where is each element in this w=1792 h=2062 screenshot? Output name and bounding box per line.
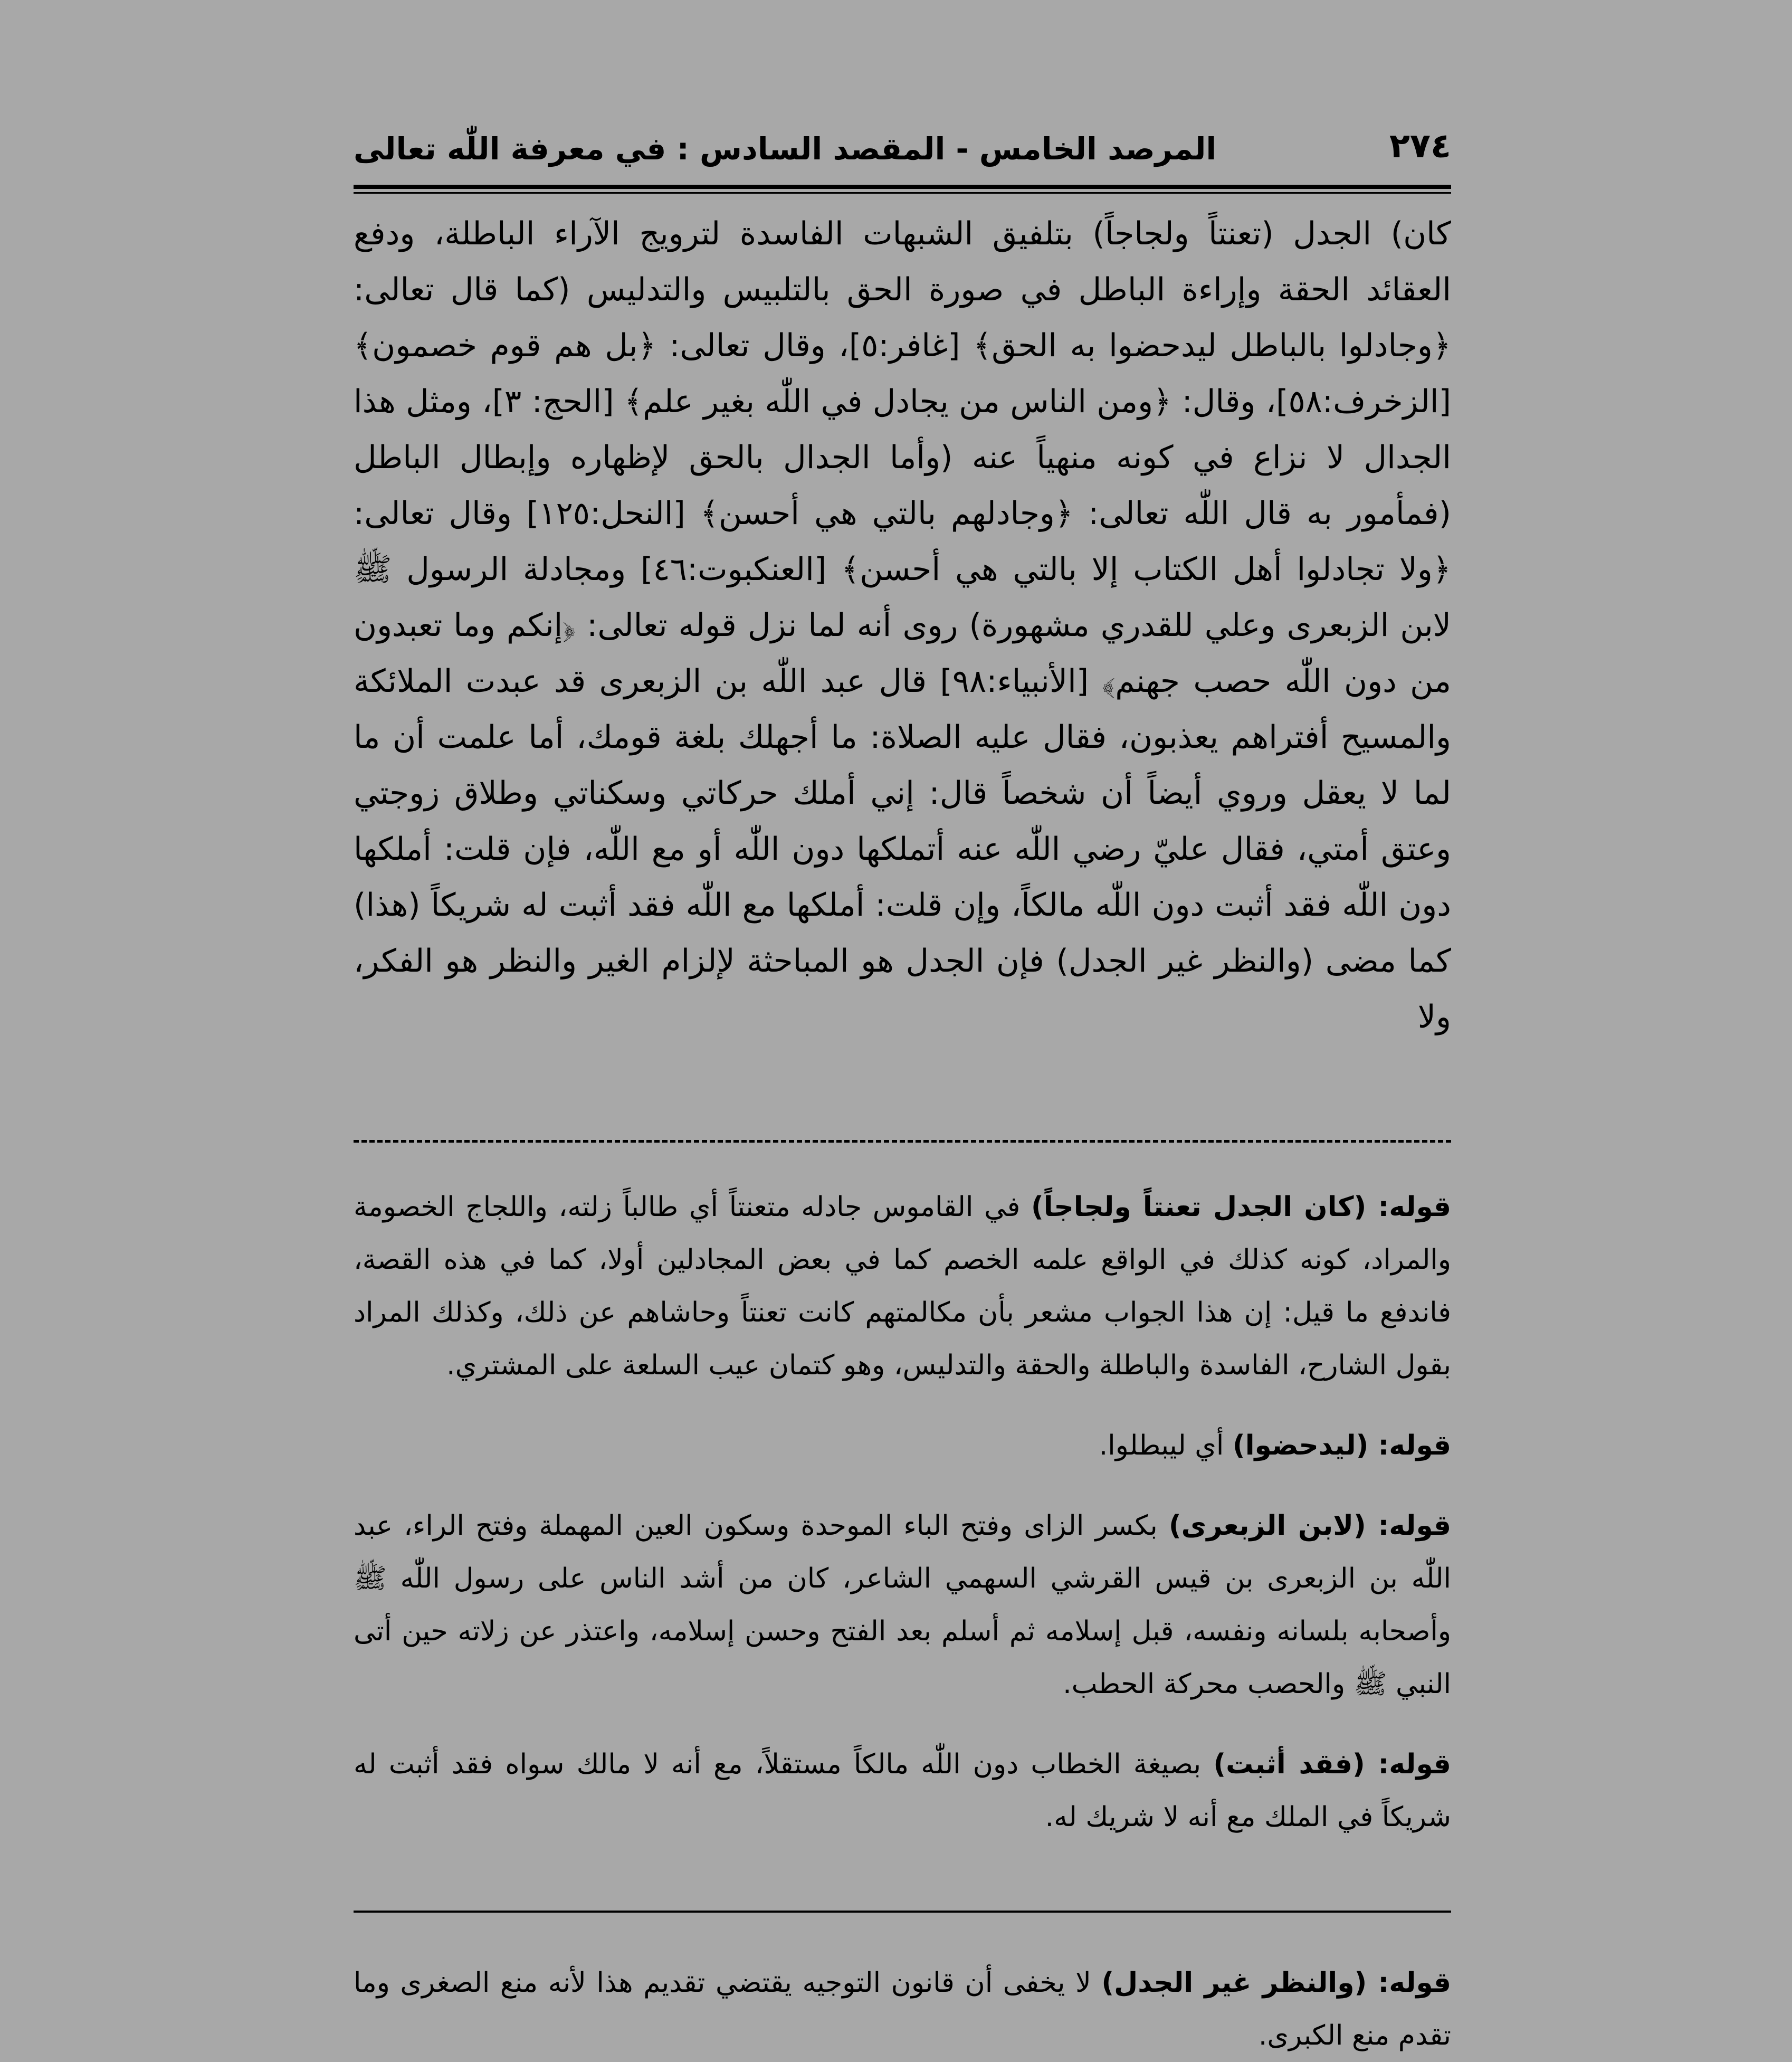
note-item xyxy=(354,1738,1451,1844)
note-lead: قوله: (كان الجدل تعنتاً ولجاجاً) xyxy=(1031,1191,1451,1223)
main-text xyxy=(354,206,1451,1045)
page-number: ٢٧٤ xyxy=(1389,127,1451,166)
lower-separator xyxy=(354,1911,1451,1913)
note-item xyxy=(354,1181,1451,1392)
note-lead: قوله: (فقد أثبت) xyxy=(1213,1749,1451,1780)
note-lead: قوله: (ليدحضوا) xyxy=(1232,1430,1451,1461)
note-item xyxy=(354,1419,1451,1472)
note-lead: قوله: (لابن الزبعرى) xyxy=(1168,1510,1451,1542)
note-text: أي ليبطلوا. xyxy=(1099,1430,1233,1461)
commentary-notes xyxy=(354,1153,1451,1844)
note-item xyxy=(354,1956,1451,2062)
lower-notes xyxy=(354,1929,1451,2062)
note-text: في القاموس جادله متعنتاً أي طالباً زلته، واللجاج الخصومة والمراد، كونه كذلك في الواقع علمه الخصم كما في بعض المجادلين أولا، كما في هذه القصة، فاندفع ما قيل: إن هذا الجواب مشعر بأن مكالمتهم كانت تعنتاً وحاشاهم عن ذلك، وكذلك المراد بقول الشارح، الفاسدة والباطلة والحقة والتدليس، وهو كتمان عيب السلعة على المشتري. xyxy=(354,1191,1451,1381)
note-item xyxy=(354,1499,1451,1711)
note-text: بكسر الزاى وفتح الباء الموحدة وسكون العين المهملة وفتح الراء، عبد اللّٰه بن الزبعرى بن قيس القرشي السهمي الشاعر، كان من أشد الناس على رسول اللّٰه ﷺ وأصحابه بلسانه ونفسه، قبل إسلامه ثم أسلم بعد الفتح وحسن إسلامه، واعتذر عن زلاته حين أتى النبي ﷺ والحصب محركة الحطب. xyxy=(354,1510,1451,1700)
running-title: المرصد الخامس - المقصد السادس : في معرفة اللّٰه تعالى xyxy=(354,131,1217,167)
page-header xyxy=(354,121,1451,179)
note-lead: قوله: (والنظر غير الجدل) xyxy=(1101,1967,1452,1999)
footnote-separator xyxy=(354,1140,1451,1143)
note-text: بصيغة الخطاب دون اللّٰه مالكاً مستقلاً، مع أنه لا مالك سواه فقد أثبت له شريكاً في الملك مع أنه لا شريك له. xyxy=(354,1749,1451,1833)
header-rule xyxy=(354,185,1451,189)
book-page xyxy=(354,106,1452,2051)
note-text: لا يخفى أن قانون التوجيه يقتضي تقديم هذا لأنه منع الصغرى وما تقدم منع الكبرى. xyxy=(354,1967,1451,2051)
header-rule-thin xyxy=(354,192,1451,194)
main-paragraph: كان) الجدل (تعنتاً ولجاجاً) بتلفيق الشبهات الفاسدة لترويج الآراء الباطلة، ودفع العقائد الحقة وإراءة الباطل في صورة الحق بالتلبيس والتدليس (كما قال تعالى: ﴿وجادلوا بالباطل ليدحضوا به الحق﴾ [غافر:٥]، وقال تعالى: ﴿بل هم قوم خصمون﴾ [الزخرف:٥٨]، وقال: ﴿ومن الناس من يجادل في اللّٰه بغير علم﴾ [الحج: ٣]، ومثل هذا الجدال لا نزاع في كونه منهياً عنه (وأما الجدال بالحق لإظهاره وإبطال الباطل (فمأمور به قال اللّٰه تعالى: ﴿وجادلهم بالتي هي أحسن﴾ [النحل:١٢٥] وقال تعالى: ﴿ولا تجادلوا أهل الكتاب إلا بالتي هي أحسن﴾ [العنكبوت:٤٦] ومجادلة الرسول ﷺ لابن الزبعرى وعلي للقدري مشهورة) روى أنه لما نزل قوله تعالى: ﴿إنكم وما تعبدون من دون اللّٰه حصب جهنم﴾ [الأنبياء:٩٨] قال عبد اللّٰه بن الزبعرى قد عبدت الملائكة والمسيح أفتراهم يعذبون، فقال عليه الصلاة: ما أجهلك بلغة قومك، أما علمت أن ما لما لا يعقل وروي أيضاً أن شخصاً قال: إني أملك حركاتي وسكناتي وطلاق زوجتي وعتق أمتي، فقال عليّ رضي اللّٰه عنه أتملكها دون اللّٰه أو مع اللّٰه، فإن قلت: أملكها دون اللّٰه فقد أثبت دون اللّٰه مالكاً، وإن قلت: أملكها مع اللّٰه فقد أثبت له شريكاً (هذا) كما مضى (والنظر غير الجدل) فإن الجدل هو المباحثة لإلزام الغير والنظر هو الفكر، ولا xyxy=(354,215,1452,1035)
